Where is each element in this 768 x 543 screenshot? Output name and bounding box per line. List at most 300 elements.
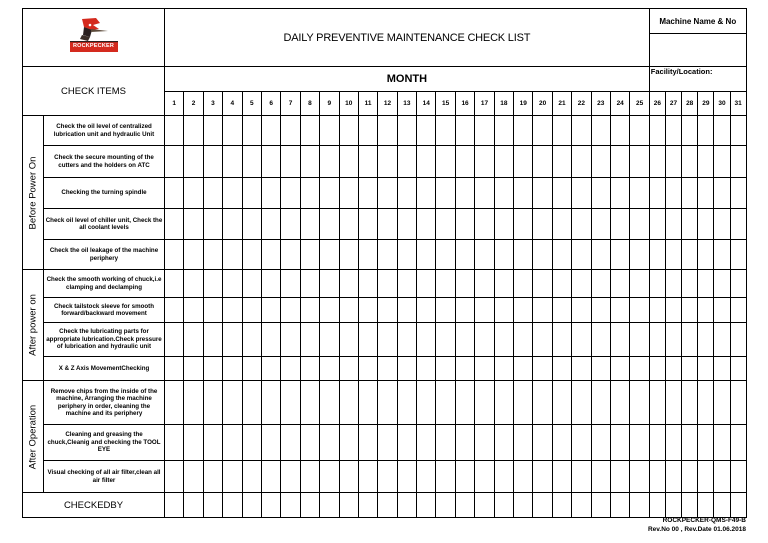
check-cell[interactable]: [682, 209, 698, 240]
check-cell[interactable]: [610, 323, 629, 357]
check-cell[interactable]: [223, 381, 242, 425]
check-cell[interactable]: [494, 178, 513, 209]
check-cell[interactable]: [436, 270, 455, 298]
check-cell[interactable]: [591, 461, 610, 493]
check-cell[interactable]: [455, 298, 474, 323]
check-cell[interactable]: [698, 461, 714, 493]
check-cell[interactable]: [665, 209, 681, 240]
check-cell[interactable]: [572, 381, 591, 425]
check-cell[interactable]: [455, 357, 474, 381]
check-cell[interactable]: [261, 381, 280, 425]
check-cell[interactable]: [436, 116, 455, 146]
check-cell[interactable]: [358, 178, 377, 209]
check-cell[interactable]: [203, 209, 222, 240]
check-cell[interactable]: [730, 178, 746, 209]
check-cell[interactable]: [514, 240, 533, 270]
check-cell[interactable]: [320, 461, 339, 493]
check-cell[interactable]: [475, 381, 494, 425]
check-cell[interactable]: [339, 178, 358, 209]
check-cell[interactable]: [714, 116, 730, 146]
check-cell[interactable]: [184, 178, 203, 209]
check-cell[interactable]: [682, 425, 698, 461]
check-cell[interactable]: [552, 146, 571, 178]
check-cell[interactable]: [184, 298, 203, 323]
check-cell[interactable]: [320, 178, 339, 209]
check-cell[interactable]: [572, 178, 591, 209]
check-cell[interactable]: [475, 178, 494, 209]
check-cell[interactable]: [552, 178, 571, 209]
check-cell[interactable]: [339, 298, 358, 323]
check-cell[interactable]: [714, 323, 730, 357]
check-cell[interactable]: [649, 209, 665, 240]
check-cell[interactable]: [714, 240, 730, 270]
check-cell[interactable]: [223, 240, 242, 270]
check-cell[interactable]: [630, 146, 649, 178]
signature-cell[interactable]: [320, 493, 339, 518]
check-cell[interactable]: [475, 240, 494, 270]
check-cell[interactable]: [378, 270, 397, 298]
check-cell[interactable]: [665, 116, 681, 146]
check-cell[interactable]: [649, 146, 665, 178]
check-cell[interactable]: [300, 209, 319, 240]
check-cell[interactable]: [223, 323, 242, 357]
check-cell[interactable]: [591, 178, 610, 209]
check-cell[interactable]: [242, 178, 261, 209]
check-cell[interactable]: [184, 240, 203, 270]
check-cell[interactable]: [682, 240, 698, 270]
check-cell[interactable]: [320, 209, 339, 240]
check-cell[interactable]: [378, 240, 397, 270]
check-cell[interactable]: [203, 357, 222, 381]
machine-name-field[interactable]: [649, 34, 746, 67]
check-cell[interactable]: [698, 425, 714, 461]
check-cell[interactable]: [417, 298, 436, 323]
check-cell[interactable]: [649, 461, 665, 493]
check-cell[interactable]: [165, 178, 184, 209]
check-cell[interactable]: [281, 461, 300, 493]
check-cell[interactable]: [698, 178, 714, 209]
check-cell[interactable]: [533, 240, 552, 270]
check-cell[interactable]: [397, 381, 416, 425]
signature-cell[interactable]: [630, 493, 649, 518]
check-cell[interactable]: [514, 209, 533, 240]
check-cell[interactable]: [572, 116, 591, 146]
check-cell[interactable]: [455, 240, 474, 270]
check-cell[interactable]: [223, 461, 242, 493]
check-cell[interactable]: [665, 425, 681, 461]
signature-cell[interactable]: [358, 493, 377, 518]
check-cell[interactable]: [591, 298, 610, 323]
check-cell[interactable]: [455, 381, 474, 425]
check-cell[interactable]: [730, 298, 746, 323]
check-cell[interactable]: [698, 270, 714, 298]
check-cell[interactable]: [682, 116, 698, 146]
check-cell[interactable]: [184, 461, 203, 493]
check-cell[interactable]: [281, 146, 300, 178]
check-cell[interactable]: [339, 381, 358, 425]
check-cell[interactable]: [358, 116, 377, 146]
check-cell[interactable]: [572, 461, 591, 493]
check-cell[interactable]: [665, 323, 681, 357]
check-cell[interactable]: [378, 357, 397, 381]
check-cell[interactable]: [552, 298, 571, 323]
check-cell[interactable]: [455, 425, 474, 461]
check-cell[interactable]: [358, 298, 377, 323]
check-cell[interactable]: [494, 146, 513, 178]
check-cell[interactable]: [242, 425, 261, 461]
check-cell[interactable]: [630, 357, 649, 381]
check-cell[interactable]: [397, 298, 416, 323]
check-cell[interactable]: [455, 323, 474, 357]
check-cell[interactable]: [436, 240, 455, 270]
check-cell[interactable]: [417, 381, 436, 425]
check-cell[interactable]: [417, 178, 436, 209]
check-cell[interactable]: [339, 146, 358, 178]
check-cell[interactable]: [184, 357, 203, 381]
check-cell[interactable]: [320, 381, 339, 425]
check-cell[interactable]: [436, 323, 455, 357]
check-cell[interactable]: [261, 146, 280, 178]
check-cell[interactable]: [184, 146, 203, 178]
check-cell[interactable]: [630, 298, 649, 323]
signature-cell[interactable]: [610, 493, 629, 518]
signature-cell[interactable]: [436, 493, 455, 518]
check-cell[interactable]: [281, 116, 300, 146]
check-cell[interactable]: [300, 323, 319, 357]
check-cell[interactable]: [494, 461, 513, 493]
check-cell[interactable]: [630, 425, 649, 461]
check-cell[interactable]: [417, 146, 436, 178]
check-cell[interactable]: [455, 461, 474, 493]
check-cell[interactable]: [698, 240, 714, 270]
check-cell[interactable]: [572, 209, 591, 240]
check-cell[interactable]: [320, 270, 339, 298]
signature-cell[interactable]: [339, 493, 358, 518]
check-cell[interactable]: [610, 116, 629, 146]
check-cell[interactable]: [320, 357, 339, 381]
check-cell[interactable]: [378, 298, 397, 323]
check-cell[interactable]: [649, 425, 665, 461]
check-cell[interactable]: [165, 381, 184, 425]
check-cell[interactable]: [514, 461, 533, 493]
check-cell[interactable]: [184, 270, 203, 298]
check-cell[interactable]: [730, 270, 746, 298]
check-cell[interactable]: [665, 178, 681, 209]
check-cell[interactable]: [475, 461, 494, 493]
check-cell[interactable]: [281, 298, 300, 323]
check-cell[interactable]: [533, 209, 552, 240]
check-cell[interactable]: [339, 116, 358, 146]
check-cell[interactable]: [665, 298, 681, 323]
check-cell[interactable]: [300, 270, 319, 298]
check-cell[interactable]: [320, 116, 339, 146]
check-cell[interactable]: [610, 209, 629, 240]
check-cell[interactable]: [281, 178, 300, 209]
check-cell[interactable]: [591, 357, 610, 381]
check-cell[interactable]: [339, 240, 358, 270]
check-cell[interactable]: [378, 178, 397, 209]
check-cell[interactable]: [261, 461, 280, 493]
check-cell[interactable]: [281, 323, 300, 357]
check-cell[interactable]: [610, 178, 629, 209]
signature-cell[interactable]: [203, 493, 222, 518]
check-cell[interactable]: [591, 209, 610, 240]
check-cell[interactable]: [358, 381, 377, 425]
check-cell[interactable]: [203, 240, 222, 270]
check-cell[interactable]: [591, 425, 610, 461]
signature-cell[interactable]: [378, 493, 397, 518]
check-cell[interactable]: [436, 146, 455, 178]
check-cell[interactable]: [630, 381, 649, 425]
check-cell[interactable]: [339, 270, 358, 298]
check-cell[interactable]: [714, 298, 730, 323]
check-cell[interactable]: [203, 381, 222, 425]
signature-cell[interactable]: [223, 493, 242, 518]
check-cell[interactable]: [300, 381, 319, 425]
check-cell[interactable]: [165, 323, 184, 357]
check-cell[interactable]: [475, 116, 494, 146]
check-cell[interactable]: [514, 425, 533, 461]
check-cell[interactable]: [682, 381, 698, 425]
check-cell[interactable]: [610, 298, 629, 323]
check-cell[interactable]: [475, 146, 494, 178]
check-cell[interactable]: [436, 209, 455, 240]
check-cell[interactable]: [358, 240, 377, 270]
check-cell[interactable]: [630, 178, 649, 209]
check-cell[interactable]: [184, 116, 203, 146]
check-cell[interactable]: [378, 146, 397, 178]
signature-cell[interactable]: [417, 493, 436, 518]
check-cell[interactable]: [378, 323, 397, 357]
check-cell[interactable]: [397, 357, 416, 381]
check-cell[interactable]: [320, 323, 339, 357]
check-cell[interactable]: [261, 240, 280, 270]
check-cell[interactable]: [358, 209, 377, 240]
check-cell[interactable]: [397, 270, 416, 298]
check-cell[interactable]: [203, 116, 222, 146]
check-cell[interactable]: [591, 240, 610, 270]
check-cell[interactable]: [436, 357, 455, 381]
check-cell[interactable]: [339, 461, 358, 493]
check-cell[interactable]: [397, 116, 416, 146]
check-cell[interactable]: [494, 357, 513, 381]
check-cell[interactable]: [533, 461, 552, 493]
signature-cell[interactable]: [455, 493, 474, 518]
check-cell[interactable]: [223, 146, 242, 178]
check-cell[interactable]: [339, 357, 358, 381]
signature-cell[interactable]: [514, 493, 533, 518]
signature-cell[interactable]: [730, 493, 746, 518]
check-cell[interactable]: [649, 270, 665, 298]
check-cell[interactable]: [223, 425, 242, 461]
check-cell[interactable]: [242, 146, 261, 178]
check-cell[interactable]: [552, 381, 571, 425]
check-cell[interactable]: [494, 209, 513, 240]
check-cell[interactable]: [714, 461, 730, 493]
check-cell[interactable]: [300, 116, 319, 146]
signature-cell[interactable]: [281, 493, 300, 518]
check-cell[interactable]: [397, 146, 416, 178]
check-cell[interactable]: [552, 323, 571, 357]
check-cell[interactable]: [610, 146, 629, 178]
check-cell[interactable]: [281, 357, 300, 381]
check-cell[interactable]: [698, 209, 714, 240]
check-cell[interactable]: [730, 461, 746, 493]
check-cell[interactable]: [630, 240, 649, 270]
check-cell[interactable]: [242, 357, 261, 381]
check-cell[interactable]: [320, 146, 339, 178]
check-cell[interactable]: [698, 298, 714, 323]
check-cell[interactable]: [533, 116, 552, 146]
check-cell[interactable]: [417, 209, 436, 240]
check-cell[interactable]: [514, 146, 533, 178]
check-cell[interactable]: [436, 178, 455, 209]
check-cell[interactable]: [591, 116, 610, 146]
check-cell[interactable]: [417, 270, 436, 298]
check-cell[interactable]: [552, 240, 571, 270]
check-cell[interactable]: [203, 461, 222, 493]
check-cell[interactable]: [261, 209, 280, 240]
check-cell[interactable]: [184, 425, 203, 461]
signature-cell[interactable]: [682, 493, 698, 518]
check-cell[interactable]: [533, 323, 552, 357]
check-cell[interactable]: [300, 178, 319, 209]
check-cell[interactable]: [591, 323, 610, 357]
check-cell[interactable]: [610, 270, 629, 298]
check-cell[interactable]: [397, 209, 416, 240]
check-cell[interactable]: [475, 209, 494, 240]
check-cell[interactable]: [533, 146, 552, 178]
check-cell[interactable]: [665, 146, 681, 178]
signature-cell[interactable]: [242, 493, 261, 518]
check-cell[interactable]: [591, 381, 610, 425]
check-cell[interactable]: [533, 357, 552, 381]
check-cell[interactable]: [514, 116, 533, 146]
check-cell[interactable]: [682, 270, 698, 298]
check-cell[interactable]: [665, 381, 681, 425]
check-cell[interactable]: [397, 240, 416, 270]
check-cell[interactable]: [165, 209, 184, 240]
signature-cell[interactable]: [300, 493, 319, 518]
check-cell[interactable]: [203, 146, 222, 178]
check-cell[interactable]: [714, 270, 730, 298]
check-cell[interactable]: [649, 381, 665, 425]
check-cell[interactable]: [533, 270, 552, 298]
signature-cell[interactable]: [397, 493, 416, 518]
check-cell[interactable]: [203, 425, 222, 461]
check-cell[interactable]: [475, 298, 494, 323]
check-cell[interactable]: [455, 146, 474, 178]
check-cell[interactable]: [714, 425, 730, 461]
check-cell[interactable]: [682, 461, 698, 493]
check-cell[interactable]: [223, 209, 242, 240]
check-cell[interactable]: [494, 116, 513, 146]
check-cell[interactable]: [455, 116, 474, 146]
check-cell[interactable]: [649, 178, 665, 209]
check-cell[interactable]: [358, 146, 377, 178]
check-cell[interactable]: [165, 425, 184, 461]
signature-cell[interactable]: [184, 493, 203, 518]
check-cell[interactable]: [397, 178, 416, 209]
check-cell[interactable]: [572, 270, 591, 298]
check-cell[interactable]: [533, 425, 552, 461]
check-cell[interactable]: [475, 425, 494, 461]
signature-cell[interactable]: [552, 493, 571, 518]
check-cell[interactable]: [184, 209, 203, 240]
check-cell[interactable]: [714, 357, 730, 381]
check-cell[interactable]: [417, 323, 436, 357]
check-cell[interactable]: [514, 270, 533, 298]
check-cell[interactable]: [223, 116, 242, 146]
check-cell[interactable]: [261, 323, 280, 357]
check-cell[interactable]: [300, 357, 319, 381]
check-cell[interactable]: [552, 425, 571, 461]
check-cell[interactable]: [714, 209, 730, 240]
check-cell[interactable]: [261, 357, 280, 381]
check-cell[interactable]: [572, 425, 591, 461]
check-cell[interactable]: [165, 461, 184, 493]
check-cell[interactable]: [378, 209, 397, 240]
signature-cell[interactable]: [572, 493, 591, 518]
check-cell[interactable]: [455, 209, 474, 240]
signature-cell[interactable]: [649, 493, 665, 518]
check-cell[interactable]: [203, 323, 222, 357]
check-cell[interactable]: [730, 209, 746, 240]
check-cell[interactable]: [514, 298, 533, 323]
check-cell[interactable]: [261, 425, 280, 461]
check-cell[interactable]: [698, 146, 714, 178]
check-cell[interactable]: [300, 146, 319, 178]
check-cell[interactable]: [610, 461, 629, 493]
check-cell[interactable]: [165, 116, 184, 146]
check-cell[interactable]: [514, 178, 533, 209]
check-cell[interactable]: [591, 146, 610, 178]
check-cell[interactable]: [417, 240, 436, 270]
signature-cell[interactable]: [475, 493, 494, 518]
check-cell[interactable]: [300, 425, 319, 461]
check-cell[interactable]: [698, 381, 714, 425]
check-cell[interactable]: [203, 298, 222, 323]
signature-cell[interactable]: [591, 493, 610, 518]
check-cell[interactable]: [203, 178, 222, 209]
check-cell[interactable]: [514, 381, 533, 425]
check-cell[interactable]: [630, 209, 649, 240]
check-cell[interactable]: [552, 270, 571, 298]
signature-cell[interactable]: [533, 493, 552, 518]
check-cell[interactable]: [261, 270, 280, 298]
check-cell[interactable]: [203, 270, 222, 298]
check-cell[interactable]: [436, 298, 455, 323]
check-cell[interactable]: [281, 425, 300, 461]
check-cell[interactable]: [494, 270, 513, 298]
check-cell[interactable]: [730, 381, 746, 425]
check-cell[interactable]: [552, 209, 571, 240]
check-cell[interactable]: [610, 240, 629, 270]
check-cell[interactable]: [165, 298, 184, 323]
check-cell[interactable]: [358, 461, 377, 493]
check-cell[interactable]: [397, 461, 416, 493]
check-cell[interactable]: [417, 425, 436, 461]
check-cell[interactable]: [475, 270, 494, 298]
check-cell[interactable]: [358, 425, 377, 461]
check-cell[interactable]: [630, 323, 649, 357]
check-cell[interactable]: [630, 270, 649, 298]
check-cell[interactable]: [300, 461, 319, 493]
check-cell[interactable]: [281, 381, 300, 425]
check-cell[interactable]: [730, 146, 746, 178]
check-cell[interactable]: [339, 209, 358, 240]
check-cell[interactable]: [714, 146, 730, 178]
